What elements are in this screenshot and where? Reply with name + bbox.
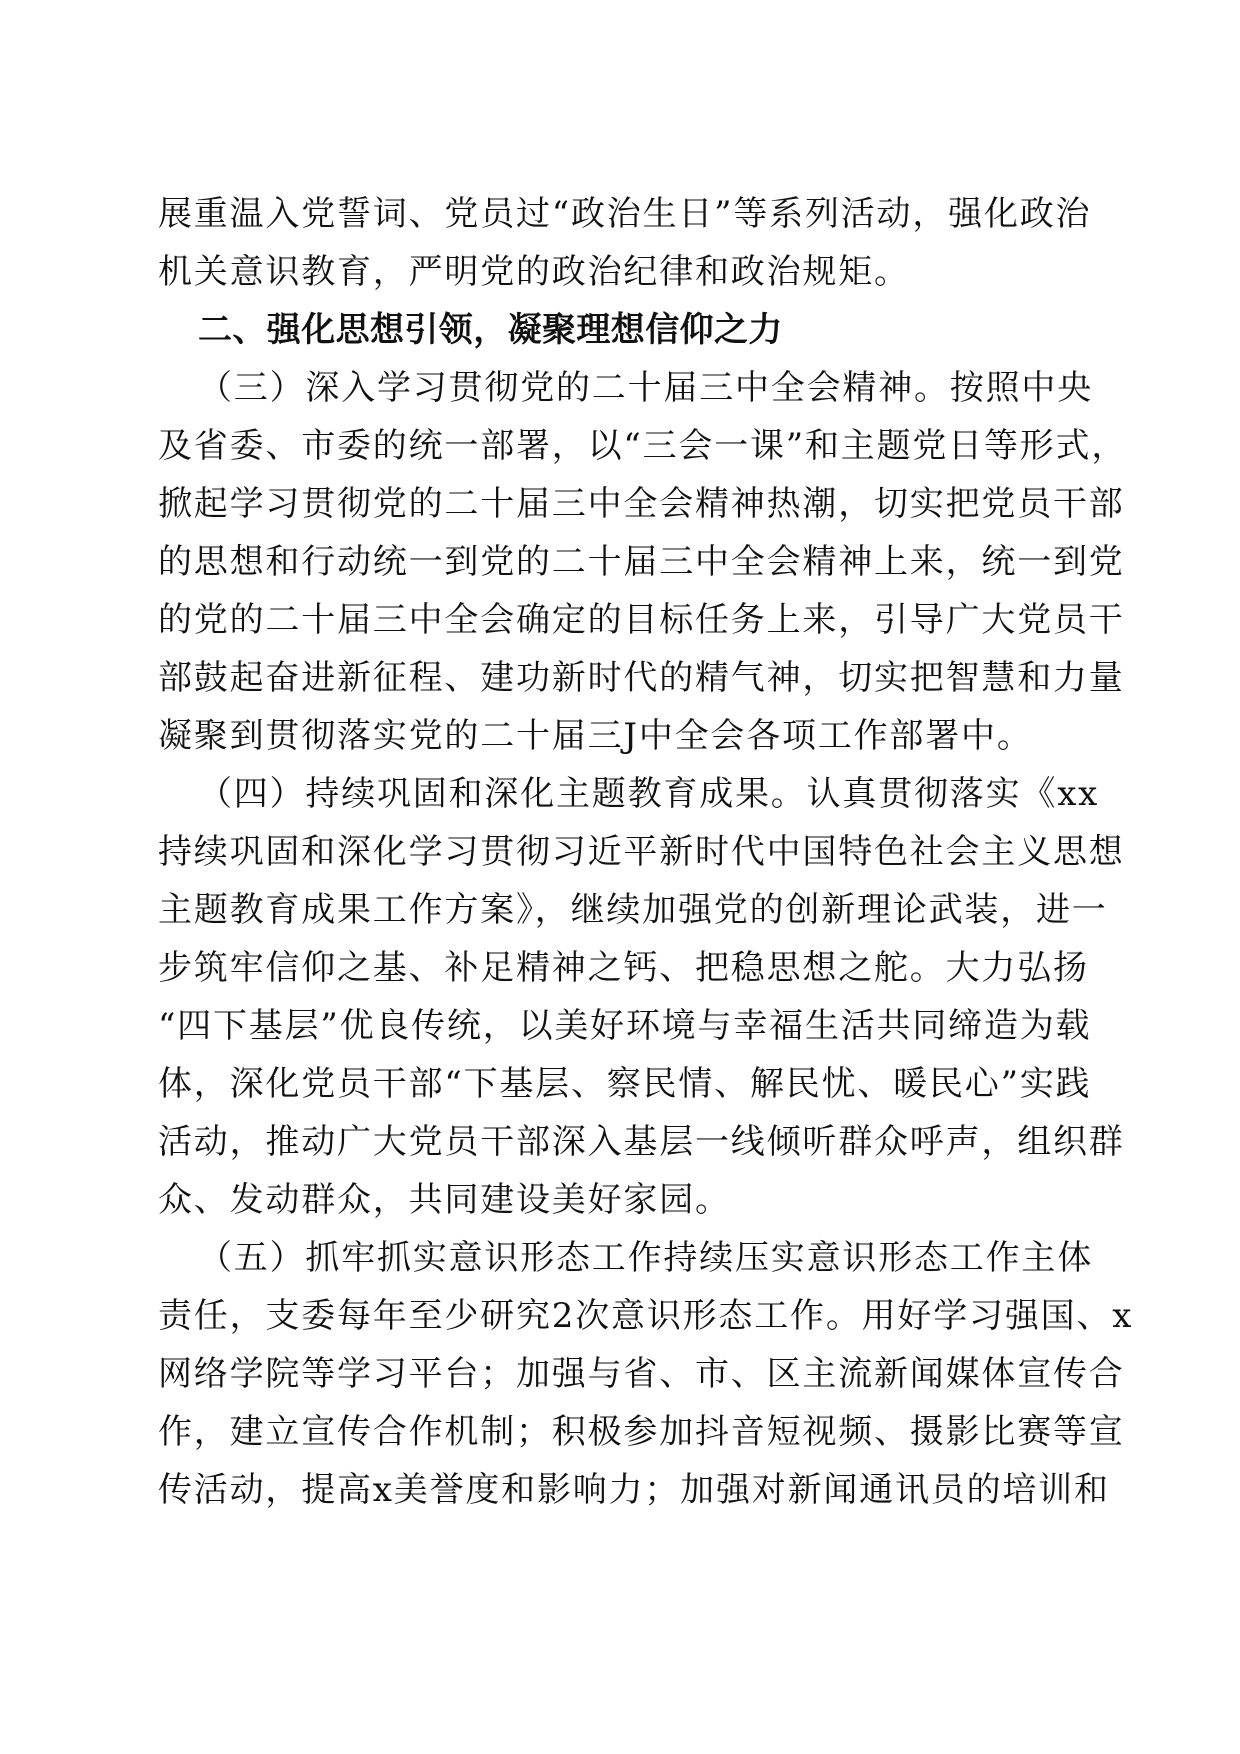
paragraph-line: （三）深入学习贯彻党的二十届三中全会精神。按照中央 (198, 368, 1093, 408)
paragraph-line: 掀起学习贯彻党的二十届三中全会精神热潮，切实把党员干部 (158, 484, 1125, 524)
paragraph-line: “四下基层”优良传统，以美好环境与幸福生活共同缔造为载 (158, 1006, 1092, 1046)
document-body (158, 185, 1134, 1519)
paragraph-line: 众、发动群众，共同建设美好家园。 (158, 1180, 731, 1220)
section-heading: 二、强化思想引领，凝聚理想信仰之力 (198, 310, 783, 350)
paragraph-line: 责任，支委每年至少研究2次意识形态工作。用好学习强国、x (158, 1296, 1134, 1336)
paragraph-line: 凝聚到贯彻落实党的二十届三J中全会各项工作部署中。 (158, 716, 1033, 756)
paragraph-line: 传活动，提高x美誉度和影响力；加强对新闻通讯员的培训和 (158, 1470, 1110, 1510)
paragraph-line: 的党的二十届三中全会确定的目标任务上来，引导广大党员干 (158, 600, 1125, 640)
paragraph-line: 网络学院等学习平台；加强与省、市、区主流新闻媒体宣传合 (158, 1354, 1125, 1394)
paragraph-line: 体，深化党员干部“下基层、察民情、解民忧、暖民心”实践 (158, 1064, 1092, 1104)
paragraph-line: （四）持续巩固和深化主题教育成果。认真贯彻落实《xx (198, 774, 1100, 814)
paragraph-line: 展重温入党誓词、党员过“政治生日”等系列活动，强化政治 (158, 194, 1092, 234)
paragraph-line: 活动，推动广大党员干部深入基层一线倾听群众呼声，组织群 (158, 1122, 1125, 1162)
paragraph-line: 作，建立宣传合作机制；积极参加抖音短视频、摄影比赛等宣 (158, 1412, 1125, 1452)
paragraph-line: 及省委、市委的统一部署，以“三会一课”和主题党日等形式， (158, 426, 1128, 466)
paragraph-line: 步筑牢信仰之基、补足精神之钙、把稳思想之舵。大力弘扬 (158, 948, 1089, 988)
paragraph-line: 主题教育成果工作方案》，继续加强党的创新理论武装，进一 (158, 890, 1108, 930)
paragraph-line: （五）抓牢抓实意识形态工作持续压实意识形态工作主体 (198, 1238, 1093, 1278)
paragraph-line: 的思想和行动统一到党的二十届三中全会精神上来，统一到党 (158, 542, 1125, 582)
paragraph-line: 机关意识教育，严明党的政治纪律和政治规矩。 (158, 252, 910, 292)
paragraph-line: 持续巩固和深化学习贯彻习近平新时代中国特色社会主义思想 (158, 832, 1125, 872)
paragraph-line: 部鼓起奋进新征程、建功新时代的精气神，切实把智慧和力量 (158, 658, 1125, 698)
